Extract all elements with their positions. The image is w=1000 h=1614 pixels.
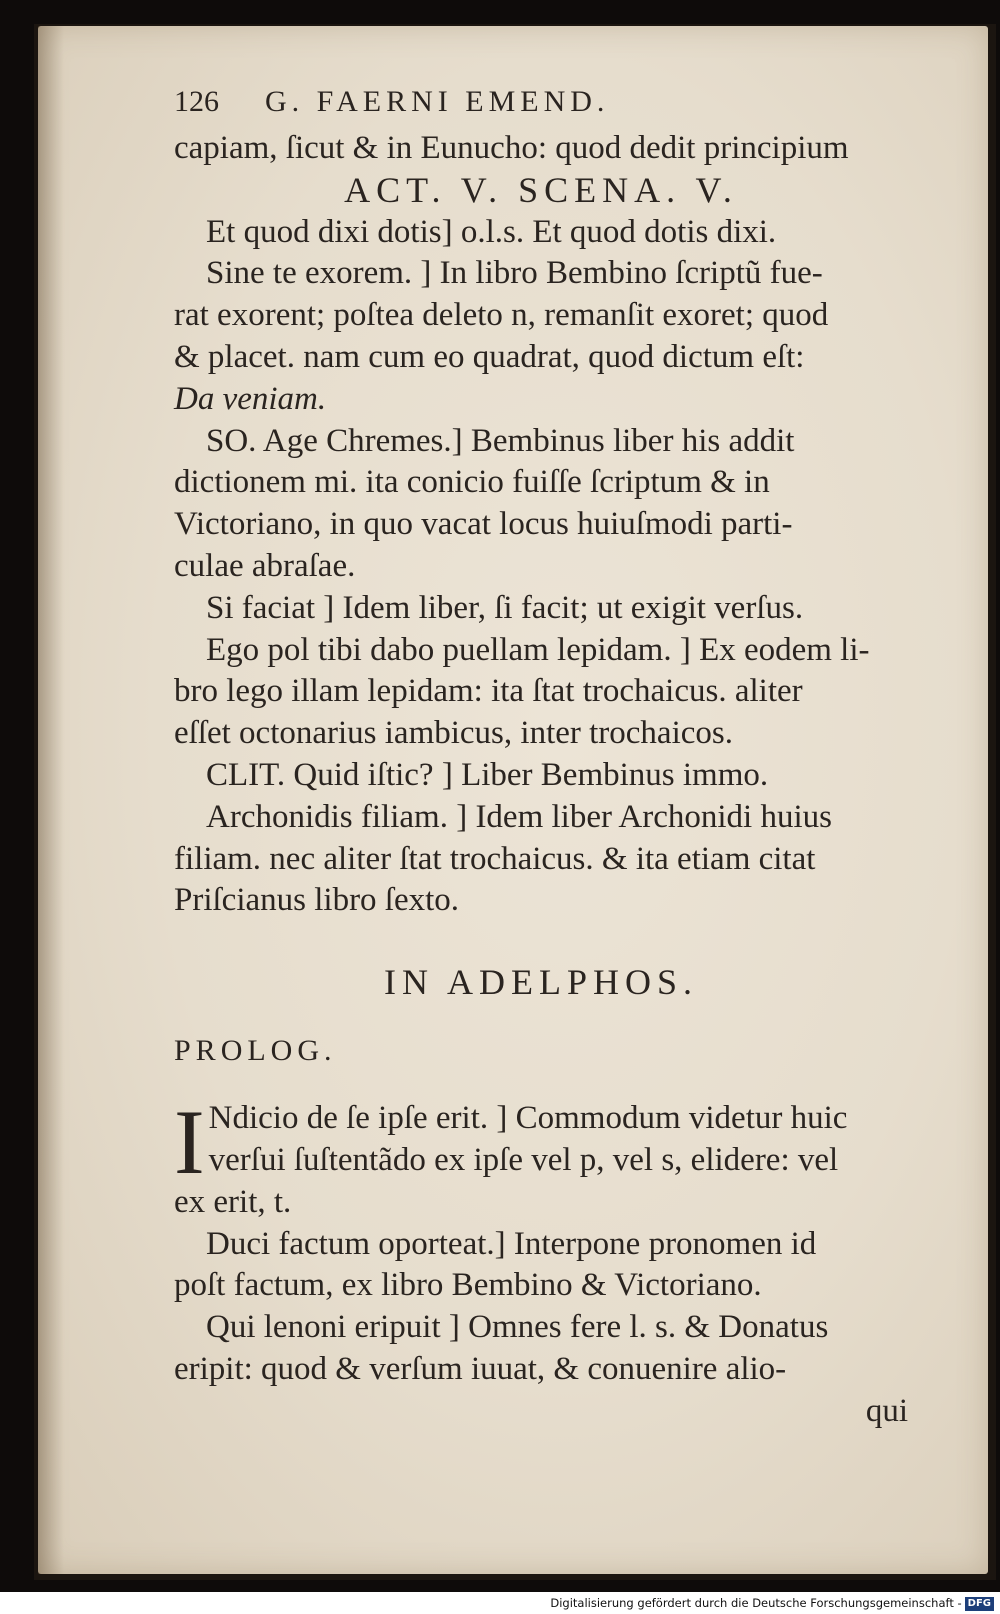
text-line: Ndicio de ſe ipſe erit. ] Commodum videtur huic	[208, 1099, 848, 1136]
text-line: & placet. nam cum eo quadrat, quod dictum eſt:	[174, 338, 805, 375]
text-line: bro lego illam lepidam: ita ſtat trochaicus. aliter	[174, 673, 803, 710]
running-head: G. FAERNI EMEND.	[265, 85, 610, 118]
text-line: CLIT. Quid iſtic? ] Liber Bembinus immo.	[206, 756, 769, 793]
text-line: Archonidis filiam. ] Idem liber Archonidi huius	[206, 798, 832, 835]
text-line: eripit: quod & verſum iuuat, & conuenire alio-	[174, 1350, 787, 1387]
dfg-logo: DFG	[965, 1597, 994, 1611]
page-number: 126	[174, 85, 219, 118]
text-line: poſt factum, ex libro Bembino & Victoriano.	[174, 1267, 762, 1304]
text-line: rat exorent; poſtea deleto n, remanſit exoret; quod	[174, 297, 829, 334]
catchword: qui	[865, 1392, 908, 1429]
text-line: capiam, ſicut & in Eunucho: quod dedit principium	[174, 130, 849, 166]
subsection-heading: PROLOG.	[174, 1033, 337, 1067]
text-line: Priſcianus libro ſexto.	[174, 882, 460, 919]
text-line: culae abraſae.	[174, 547, 356, 584]
text-line: filiam. nec aliter ſtat trochaicus. & ita etiam citat	[174, 840, 816, 877]
drop-cap: I	[174, 1090, 205, 1193]
text-line: Da veniam.	[174, 380, 327, 417]
footer-text: Digitalisierung gefördert durch die Deutsche Forschungsgemeinschaft -	[550, 1596, 962, 1610]
drop-cap-paragraph	[174, 1090, 908, 1193]
text-line: Qui lenoni eripuit ] Omnes fere l. s. & Donatus	[206, 1309, 829, 1346]
text-line: Duci factum oporteat.] Interpone pronomen id	[206, 1225, 817, 1262]
section-heading: IN ADELPHOS.	[383, 962, 698, 1003]
page-gutter-shadow	[38, 26, 64, 1574]
text-line: SO. Age Chremes.] Bembinus liber his addit	[206, 422, 795, 459]
digitization-footer	[0, 1592, 1000, 1614]
text-line: verſui ſuſtentãdo ex ipſe vel p, vel s, elidere: vel	[208, 1141, 839, 1178]
text-line: ex erit, t.	[174, 1183, 292, 1220]
section-heading: ACT. V. SCENA. V.	[344, 169, 738, 210]
text-line: Ego pol tibi dabo puellam lepidam. ] Ex eodem li-	[206, 631, 870, 668]
running-header	[174, 76, 908, 128]
text-line: Et quod dixi dotis] o.l.s. Et quod dotis dixi.	[206, 213, 777, 250]
text-line: Sine te exorem. ] In libro Bembino ſcriptũ fue-	[206, 255, 823, 292]
text-line: eſſet octonarius iambicus, inter trochaicos.	[174, 715, 733, 752]
text-line: Victoriano, in quo vacat locus huiuſmodi parti-	[174, 506, 793, 543]
page-text	[174, 76, 908, 1433]
text-line: Si faciat ] Idem liber, ſi facit; ut exigit verſus.	[206, 589, 804, 626]
text-line: dictionem mi. ita conicio fuiſſe ſcriptum & in	[174, 464, 770, 501]
